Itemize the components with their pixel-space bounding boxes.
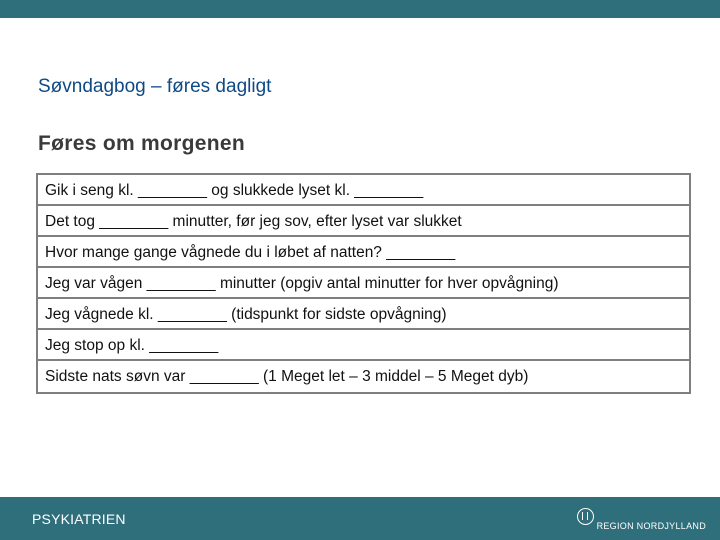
top-accent-bar: [0, 0, 720, 18]
diary-row-awake-minutes: Jeg var vågen ________ minutter (opgiv antal minutter for hver opvågning): [38, 268, 689, 299]
footer-region-label: REGION NORDJYLLAND: [596, 521, 706, 531]
diary-row-get-up-time: Jeg stop op kl. ________: [38, 330, 689, 361]
section-heading: Føres om morgenen: [38, 132, 245, 155]
diary-row-wake-time: Jeg vågnede kl. ________ (tidspunkt for sidste opvågning): [38, 299, 689, 330]
diary-row-sleep-latency: Det tog ________ minutter, før jeg sov, efter lyset var slukket: [38, 206, 689, 237]
sleep-diary-table: [36, 173, 691, 394]
region-nordjylland-logo-icon: [577, 508, 594, 525]
diary-row-awakenings: Hvor mange gange vågnede du i løbet af natten? ________: [38, 237, 689, 268]
footer-brand-label: PSYKIATRIEN: [32, 511, 126, 527]
diary-row-bedtime: Gik i seng kl. ________ og slukkede lyset kl. ________: [38, 175, 689, 206]
footer-region-block: [577, 503, 706, 535]
diary-row-sleep-quality: Sidste nats søvn var ________ (1 Meget let – 3 middel – 5 Meget dyb): [45, 368, 529, 385]
footer-bar: [0, 497, 720, 540]
slide-title: Søvndagbog – føres dagligt: [38, 76, 272, 97]
